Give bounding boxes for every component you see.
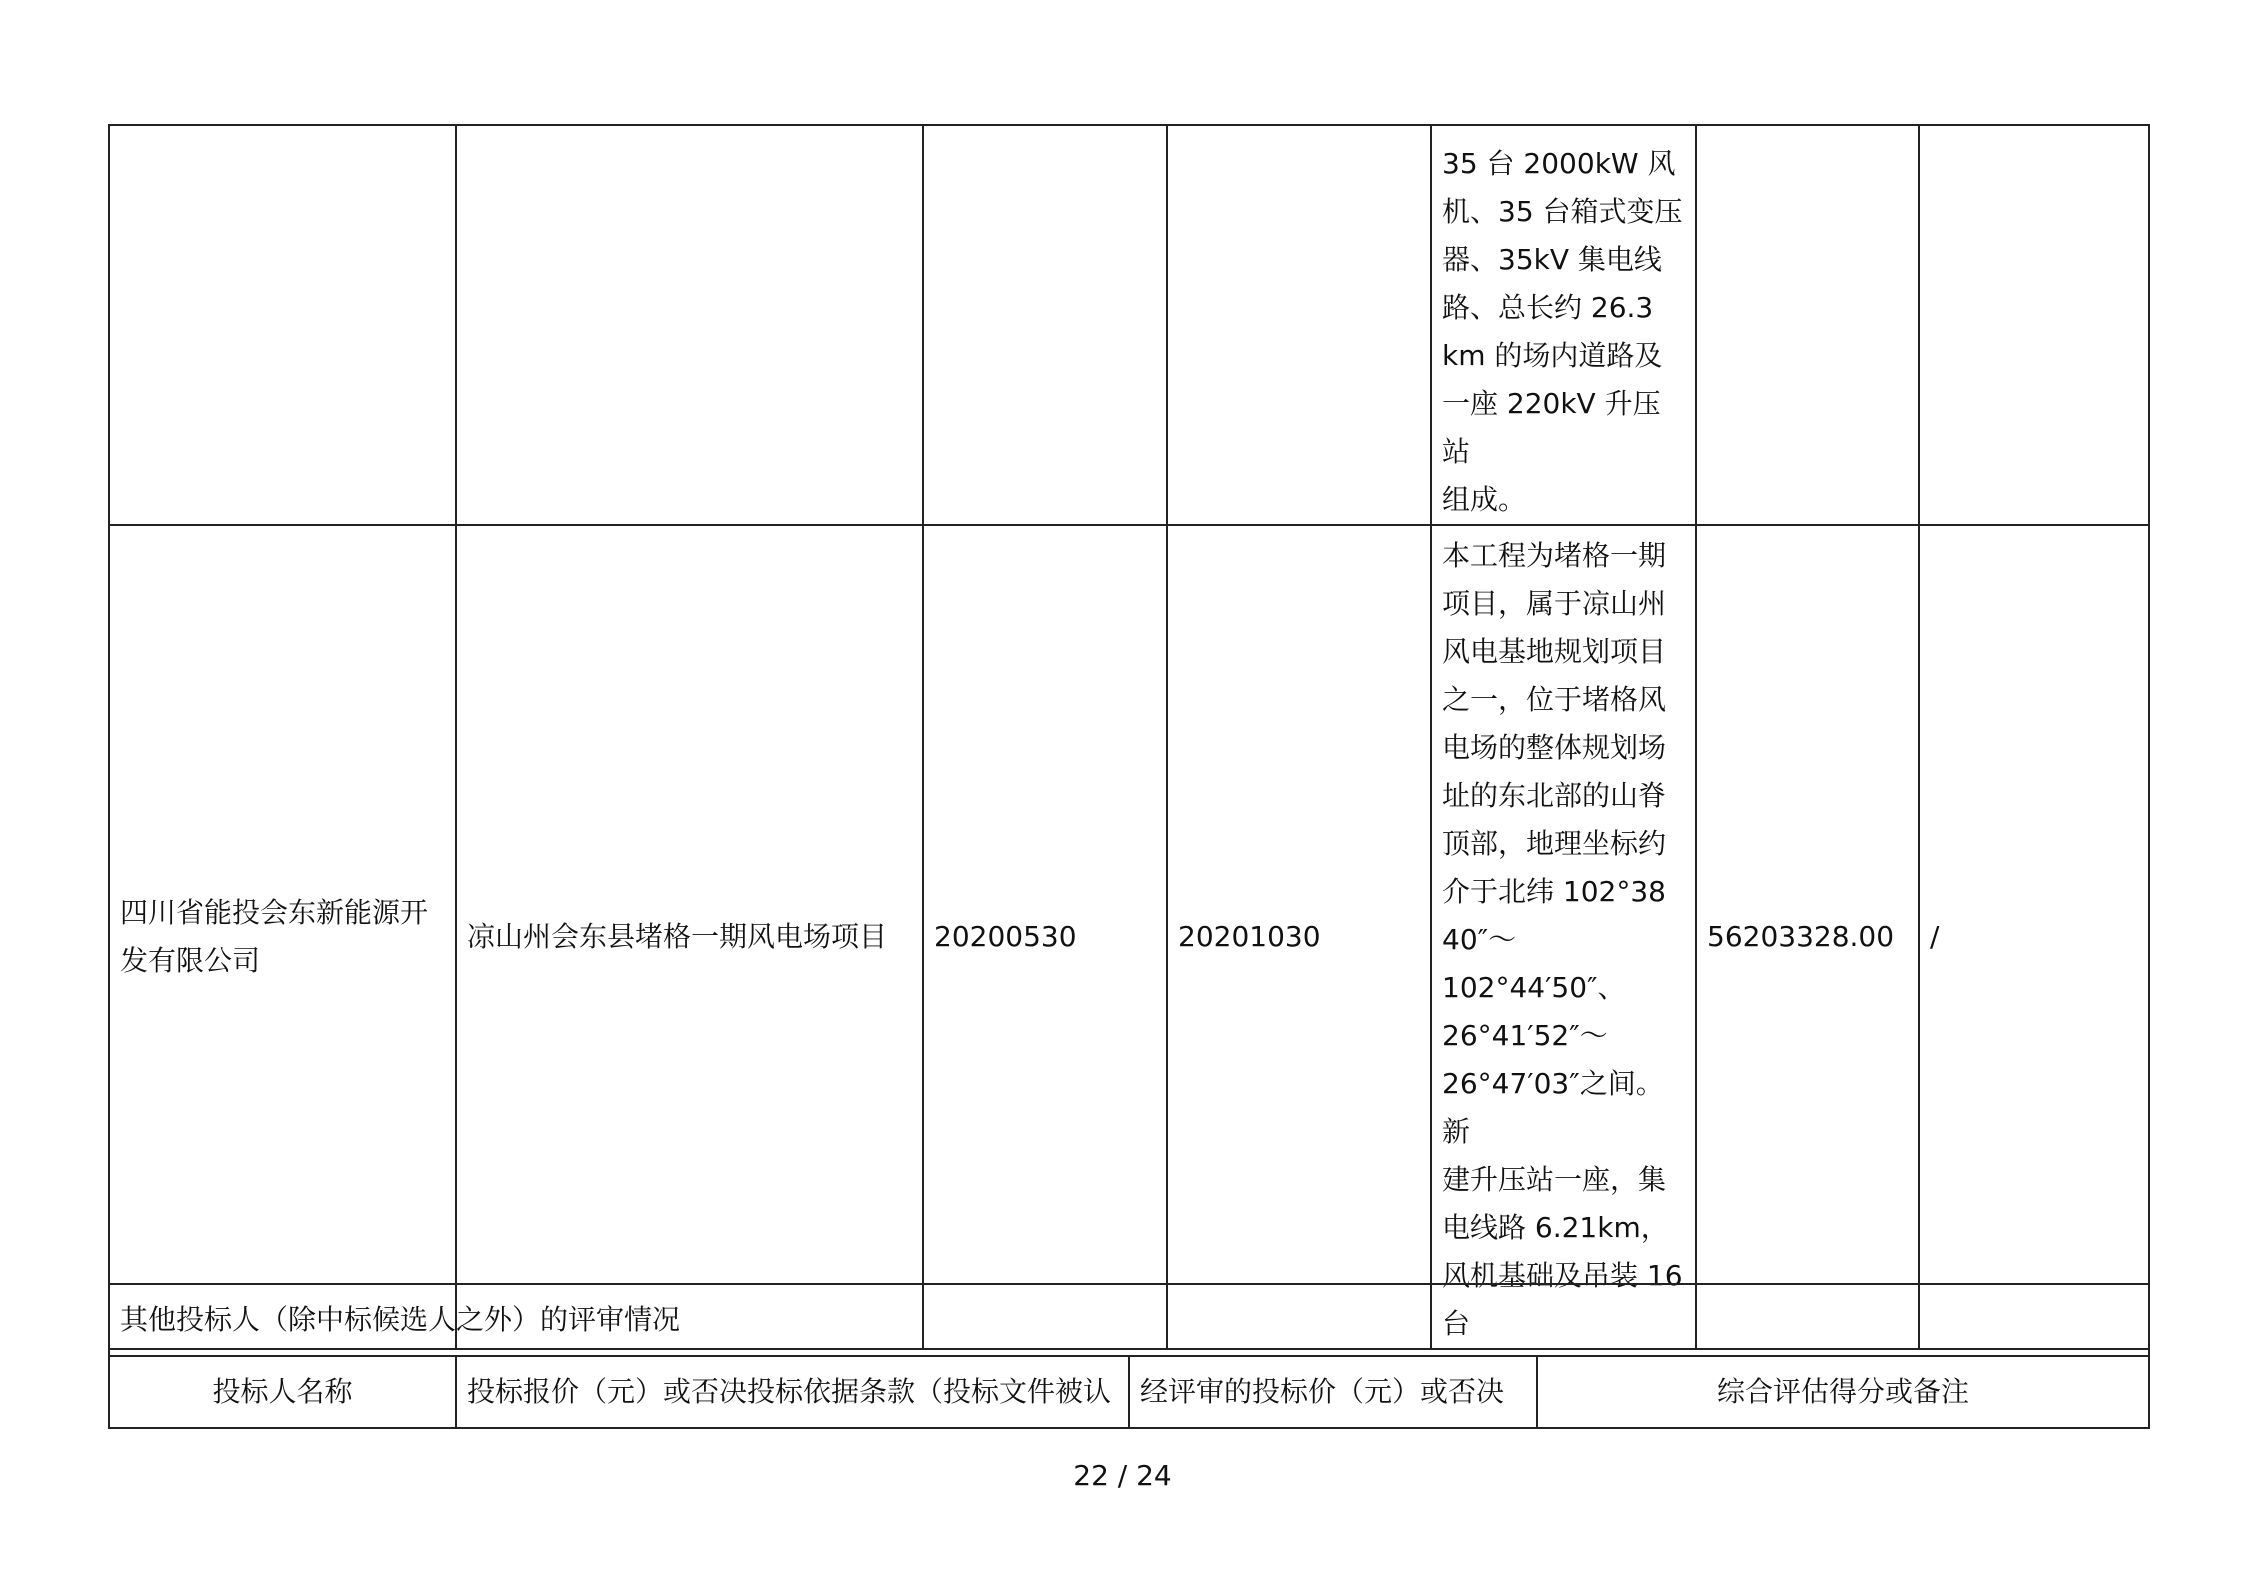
remark-cell	[1919, 125, 2149, 525]
description-line: 机、35 台箱式变压	[1442, 195, 1683, 228]
description-line: 风电基地规划项目	[1442, 635, 1667, 668]
other-bidders-table	[108, 1283, 2150, 1429]
project-description-cell	[1431, 125, 1696, 525]
company-cell: 四川省能投会东新能源开发有限公司	[109, 525, 456, 1349]
description-line: 风机基础及吊装 16	[1442, 1259, 1683, 1292]
description-line: 一座 220kV 升压站	[1442, 387, 1661, 468]
description-line: 顶部，地理坐标约	[1442, 827, 1667, 860]
column-header-bidder-name: 投标人名称	[109, 1356, 456, 1428]
contract-amount-cell: 56203328.00	[1696, 525, 1919, 1349]
section-heading-row	[109, 1284, 2149, 1356]
company-cell	[109, 125, 456, 525]
description-line: 电场的整体规划场	[1442, 731, 1667, 764]
description-line: 项目，属于凉山州	[1442, 587, 1667, 620]
description-line: 组成。	[1442, 483, 1527, 516]
description-line: 路、总长约 26.3	[1442, 291, 1654, 324]
description-line: 26°41′52″～	[1442, 1019, 1608, 1052]
project-experience-table	[108, 124, 2150, 1350]
table-row	[109, 125, 2149, 525]
project-name-cell: 凉山州会东县堵格一期风电场项目	[456, 525, 923, 1349]
description-line: 本工程为堵格一期	[1442, 539, 1667, 572]
start-date-cell: 20200530	[923, 525, 1167, 1349]
end-date-cell: 20201030	[1167, 525, 1431, 1349]
start-date-cell	[923, 125, 1167, 525]
contract-amount-cell	[1696, 125, 1919, 525]
project-description-cell	[1431, 525, 1696, 1349]
description-line: 建升压站一座，集	[1442, 1163, 1667, 1196]
description-line: 之一，位于堵格风	[1442, 683, 1667, 716]
description-line: km 的场内道路及	[1442, 339, 1663, 372]
table-row	[109, 525, 2149, 1349]
section-title: 其他投标人（除中标候选人之外）的评审情况	[109, 1284, 2149, 1356]
description-line: 40″～	[1442, 923, 1517, 956]
column-header-evaluated-price: 经评审的投标价（元）或否决	[1129, 1356, 1537, 1428]
description-line: 器、35kV 集电线	[1442, 243, 1662, 276]
column-header-score-remark: 综合评估得分或备注	[1537, 1356, 2149, 1428]
description-line: 26°47′03″之间。新	[1442, 1067, 1664, 1148]
description-line: 35 台 2000kW 风	[1442, 147, 1676, 180]
table-header-row	[109, 1356, 2149, 1428]
description-line: 介于北纬 102°38	[1442, 875, 1666, 908]
end-date-cell	[1167, 125, 1431, 525]
project-name-cell	[456, 125, 923, 525]
column-header-bid-price: 投标报价（元）或否决投标依据条款（投标文件被认	[456, 1356, 1129, 1428]
remark-cell: /	[1919, 525, 2149, 1349]
description-line: 台	[1442, 1307, 1471, 1340]
page-number: 22 / 24	[1073, 1459, 1172, 1492]
description-line: 址的东北部的山脊	[1442, 779, 1667, 812]
description-line: 102°44′50″、	[1442, 971, 1626, 1004]
description-line: 电线路 6.21km，	[1442, 1211, 1669, 1244]
